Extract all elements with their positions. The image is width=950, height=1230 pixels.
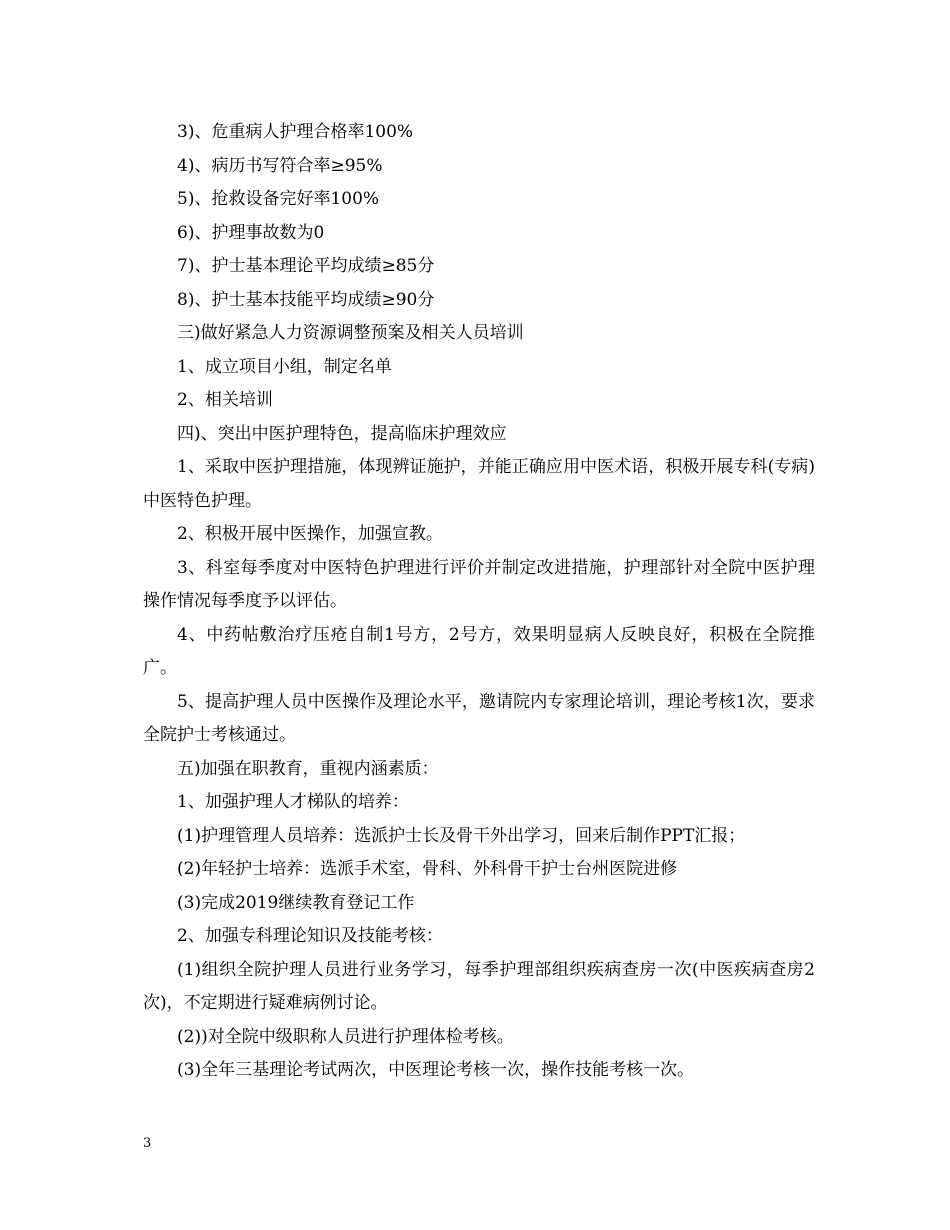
paragraph: 1、成立项目小组，制定名单 <box>177 356 392 377</box>
paragraph: 2、积极开展中医操作，加强宣教。 <box>177 524 443 544</box>
paragraph: 3、科室每季度对中医特色护理进行评价并制定改进措施，护理部针对全院中医护理操作情况每季度予以评估。 <box>143 557 815 611</box>
paragraph: 4、中药帖敷治疗压疮自制1号方，2号方，效果明显病人反映良好，积极在全院推广。 <box>143 624 815 678</box>
body-text <box>143 116 815 1088</box>
section-heading: 三)做好紧急人力资源调整预案及相关人员培训 <box>177 323 524 343</box>
paragraph: 1、加强护理人才梯队的培养： <box>177 792 409 812</box>
paragraph: 2、加强专科理论知识及技能考核： <box>177 926 443 946</box>
paragraph: 7)、护士基本理论平均成绩≥85分 <box>177 256 435 276</box>
paragraph: 8)、护士基本技能平均成绩≥90分 <box>177 289 435 310</box>
page-number: 3 <box>143 1136 152 1151</box>
paragraph: 5)、抢救设备完好率100% <box>177 189 380 209</box>
section-heading: 五)加强在职教育，重视内涵素质： <box>177 758 439 779</box>
paragraph: (3)全年三基理论考试两次，中医理论考核一次，操作技能考核一次。 <box>177 1060 695 1080</box>
paragraph: 5、提高护理人员中医操作及理论水平，邀请院内专家理论培训，理论考核1次，要求全院护士考核通过。 <box>143 691 815 745</box>
paragraph: (3)完成2019继续教育登记工作 <box>177 892 415 913</box>
paragraph: 6)、护理事故数为0 <box>177 222 325 243</box>
paragraph: 3)、危重病人护理合格率100% <box>177 122 414 142</box>
paragraph: (2))对全院中级职称人员进行护理体检考核。 <box>177 1026 514 1047</box>
paragraph: (1)组织全院护理人员进行业务学习，每季护理部组织疾病查房一次(中医疾病查房2次)，不定期进行疑难病例讨论。 <box>143 959 815 1013</box>
paragraph: 2、相关培训 <box>177 390 273 410</box>
section-heading: 四)、突出中医护理特色，提高临床护理效应 <box>177 423 507 444</box>
paragraph: (2)年轻护士培养：选派手术室，骨科、外科骨干护士台州医院进修 <box>177 859 678 879</box>
paragraph: 4)、病历书写符合率≥95% <box>177 155 383 176</box>
paragraph: 1、采取中医护理措施，体现辨证施护，并能正确应用中医术语，积极开展专科(专病)中医特色护理。 <box>143 457 815 511</box>
paragraph: (1)护理管理人员培养：选派护士长及骨干外出学习，回来后制作PPT汇报； <box>177 825 746 846</box>
